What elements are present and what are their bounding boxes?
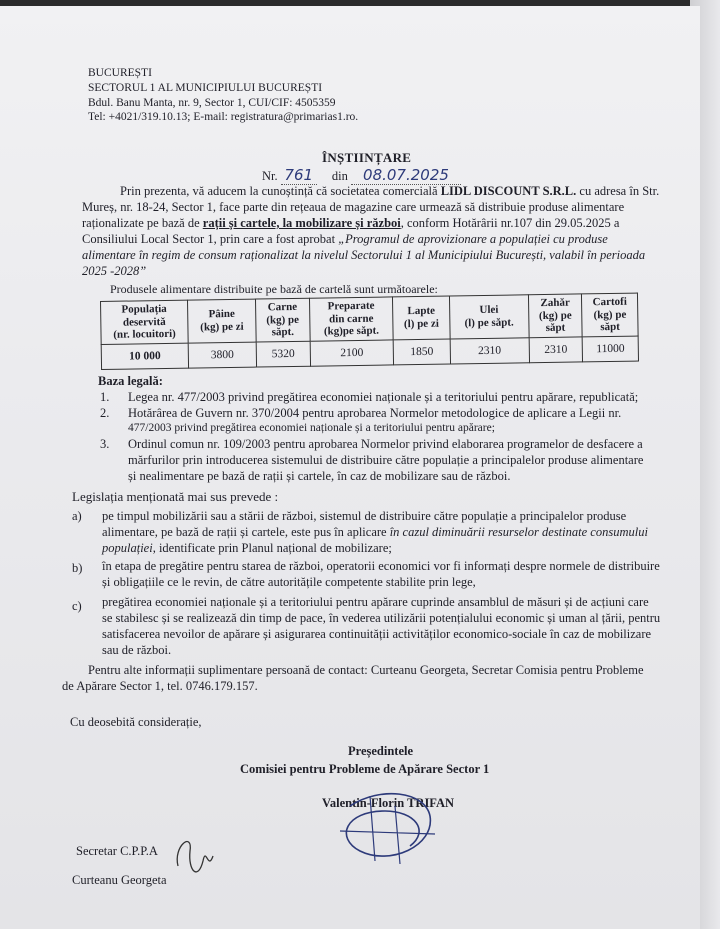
header-address: Bdul. Banu Manta, nr. 9, Sector 1, CUI/CIF: 4505359 <box>88 97 336 109</box>
header-cell: Populația deservită (nr. locuitori) <box>101 300 189 344</box>
legal-num-2: 2. <box>100 406 110 420</box>
header-cell: Pâine (kg) pe zi <box>187 299 256 343</box>
header-cell: Zahăr (kg) pe săpt <box>528 294 582 337</box>
nr-value: 761 <box>281 166 317 185</box>
header-cell: Lapte (l) pe zi <box>393 296 450 339</box>
intro-line-1 <box>120 183 659 199</box>
closing-formula: Cu deosebită considerație, <box>70 715 202 729</box>
program-title: „Programul de aprovizionare a populației cu produse <box>338 232 608 246</box>
provision-c-line-4: sau de război. <box>102 643 172 657</box>
table-cell: 10 000 <box>101 343 188 370</box>
intro-line-5: alimentare în regim de consum raționalizat la nivelul Sectorului 1 al Municipiului București, valabil în perioada <box>82 248 646 262</box>
rations-phrase: rații și cartele, la mobilizare și război <box>202 216 401 230</box>
header-cell: Carne (kg) pe săpt. <box>256 298 310 341</box>
table-cell: 2100 <box>310 339 394 366</box>
header-cell: Cartofi (kg) pe săpt <box>582 293 638 336</box>
document-page <box>0 6 700 929</box>
legal-heading: Baza legală: <box>98 374 163 388</box>
signatory-name: Valentin-Florin TRIFAN <box>322 796 455 810</box>
legal-num-3: 3. <box>100 437 110 451</box>
provision-c-line-1: pregătirea economiei naționale și a teritoriului pentru apărare cuprinde ansamblul de măsuri și de acțiuni care <box>102 595 649 609</box>
intro-line-4 <box>82 231 608 247</box>
header-contact: Tel: +4021/319.10.13; E-mail: registratura@primarias1.ro. <box>88 111 359 123</box>
header-cell: Preparate din carne (kg)pe săpt. <box>309 297 393 341</box>
intro-line-3 <box>82 215 619 231</box>
legal-item-2-line-1: Hotărârea de Guvern nr. 370/2004 pentru aprobarea Normelor metodologice de aplicare a Legii nr. <box>128 406 622 420</box>
secretary-role: Secretar C.P.P.A <box>76 844 158 858</box>
header-city: BUCUREȘTI <box>88 67 152 79</box>
provision-b-line-1: în etapa de pregătire pentru starea de război, operatorii economici vor fi informați despre normele de distribuire <box>102 559 660 573</box>
intro-text: Consiliului Local Sector 1, prin care a fost aprobat <box>82 232 339 246</box>
nr-label: Nr. <box>262 169 278 183</box>
intro-text: , conform Hotărârii nr.107 din 29.05.2025 a <box>400 216 620 230</box>
secretary-signature-scribble <box>168 826 218 886</box>
legal-item-3-line-3: și nealimentare pe bază de rații și cartele, în caz de mobilizare sau de război. <box>128 469 511 483</box>
provision-b-line-2: și obligațiile ce le revin, de către autoritățile competente stabilite prin lege, <box>102 575 476 589</box>
contact-line-1: Pentru alte informații suplimentare persoană de contact: Curteanu Georgeta, Secretar Comisia pentru Probleme <box>88 663 644 677</box>
header-sector: SECTORUL 1 AL MUNICIPIULUI BUCUREȘTI <box>88 82 323 94</box>
company-name: LIDL DISCOUNT S.R.L. <box>440 184 577 198</box>
table-caption: Produsele alimentare distribuite pe bază de cartelă sunt următoarele: <box>110 282 438 296</box>
notice-title: ÎNȘTIINȚARE <box>322 150 412 165</box>
legal-num-1: 1. <box>100 390 110 404</box>
table-cell: 11000 <box>582 336 638 362</box>
provision-text: alimentare, pe bază de rații și cartele, este pus în aplicare <box>102 525 390 539</box>
table-cell: 2310 <box>529 336 583 362</box>
intro-line-2: Mureș, nr. 18-24, Sector 1, face parte din rețeaua de magazine care urmează să distribuie produse alimentare <box>82 200 625 214</box>
intro-text: Prin prezenta, vă aducem la cunoștință că societatea comercială <box>120 184 441 198</box>
intro-text: cu adresa în Str. <box>576 184 660 198</box>
signatory-role-1: Președintele <box>348 744 414 758</box>
provision-label-b: b) <box>72 561 83 575</box>
products-table <box>100 293 639 370</box>
provision-a-line-1: pe timpul mobilizării sau a stării de război, sistemul de distribuire către populație a principalelor produse <box>102 509 627 523</box>
provision-a-line-3 <box>102 540 392 556</box>
provision-c-line-2: se stabilesc și se realizează din timp de pace, în vederea utilizării potențialului economic și uman al țării, pentru <box>102 611 661 625</box>
header-cell: Ulei (l) pe săpt. <box>449 295 529 339</box>
date-label: din <box>331 169 348 183</box>
legislation-intro: Legislația menționată mai sus prevede : <box>72 489 279 504</box>
contact-line-2: de Apărare Sector 1, tel. 0746.179.157. <box>62 679 258 693</box>
legal-item-2-line-2: 477/2003 privind pregătirea economiei naționale și a teritoriului pentru apărare; <box>128 422 495 434</box>
date-value: 08.07.2025 <box>351 166 461 185</box>
provision-emphasis: populației <box>102 541 153 555</box>
provision-text: , identificate prin Planul național de mobilizare; <box>152 541 392 555</box>
table-cell: 2310 <box>450 337 529 364</box>
provision-c-line-3: satisfacerea nevoilor de apărare și asigurarea continuității activităților economico-sociale în caz de mobilizare <box>102 627 652 641</box>
legal-item-1: Legea nr. 477/2003 privind pregătirea economiei naționale și a teritoriului pentru apărare, republicată; <box>128 390 639 404</box>
provision-a-line-2 <box>102 524 648 540</box>
secretary-name: Curteanu Georgeta <box>72 873 167 887</box>
table-cell: 3800 <box>188 342 256 369</box>
signatory-role-2: Comisiei pentru Probleme de Apărare Sector 1 <box>240 762 490 776</box>
legal-item-3-line-2: mărfurilor prin introducerea sistemului de distribuire către populație a principalelor produse alimentare <box>128 453 644 467</box>
table-cell: 1850 <box>393 339 450 365</box>
legal-item-3-line-1: Ordinul comun nr. 109/2003 pentru aprobarea Normelor privind elaborarea programelor de desfacere a <box>128 437 643 451</box>
signature-scribble <box>330 776 450 871</box>
provision-emphasis: în cazul diminuării resurselor destinate consumului <box>389 525 648 539</box>
intro-text: raționalizate pe bază de <box>82 216 203 230</box>
table-cell: 5320 <box>256 341 310 367</box>
provision-label-c: c) <box>72 599 82 613</box>
provision-label-a: a) <box>72 509 82 523</box>
intro-line-6: 2025 -2028” <box>82 264 147 278</box>
